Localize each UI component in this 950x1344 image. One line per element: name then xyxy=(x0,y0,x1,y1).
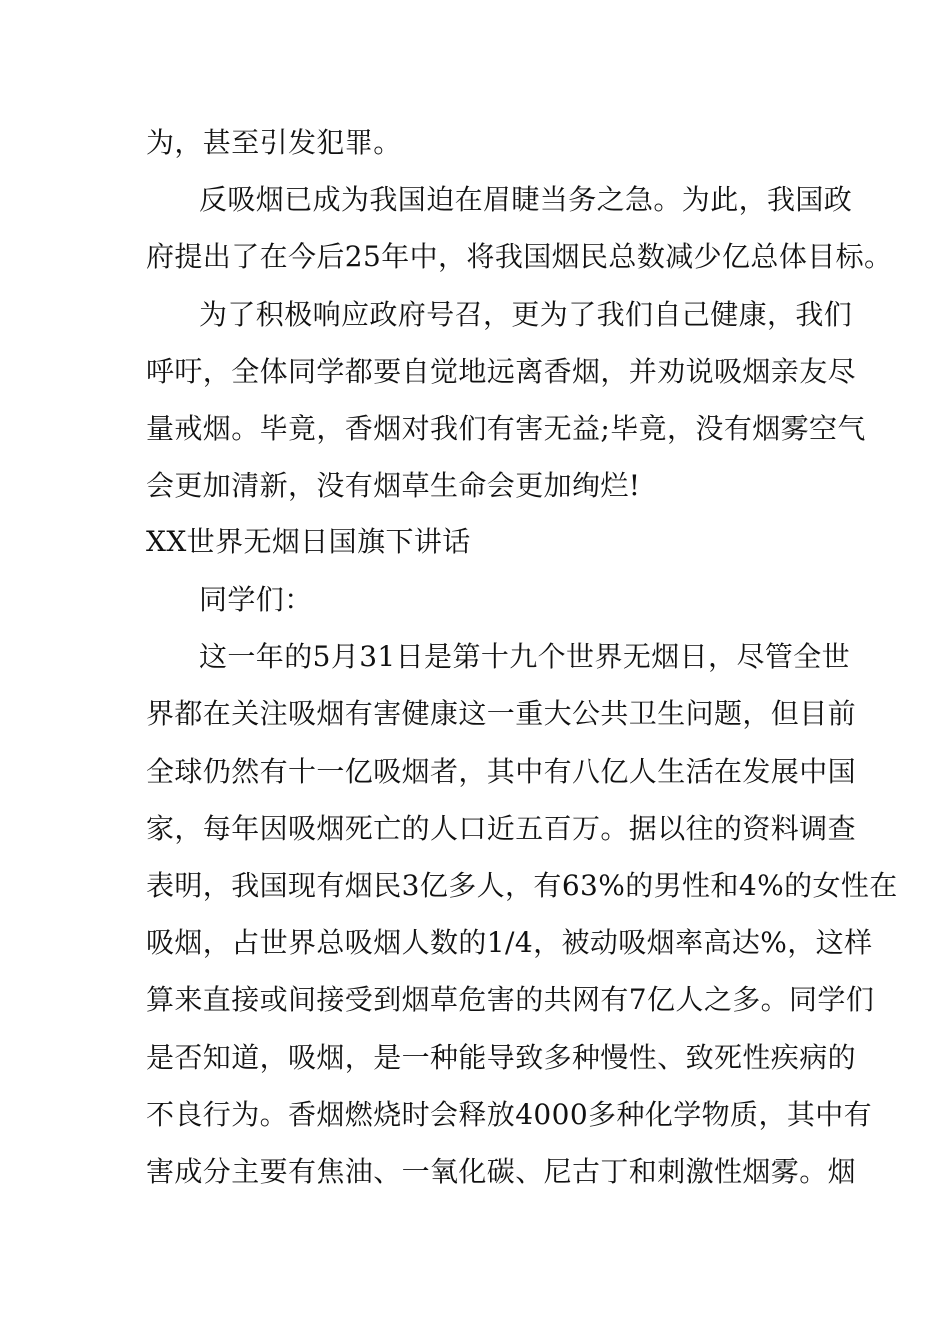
text-line: 不良行为。香烟燃烧时会释放4000多种化学物质，其中有 xyxy=(146,1098,873,1131)
text-line: 为，甚至引发犯罪。 xyxy=(146,126,402,159)
text-line: 府提出了在今后25年中，将我国烟民总数减少亿总体目标。 xyxy=(146,240,893,273)
text-line: 是否知道，吸烟，是一种能导致多种慢性、致死性疾病的 xyxy=(146,1041,857,1074)
text-line: 界都在关注吸烟有害健康这一重大公共卫生问题，但目前 xyxy=(146,697,857,730)
text-line: 会更加清新，没有烟草生命会更加绚烂! xyxy=(146,469,641,502)
text-line: 算来直接或间接受到烟草危害的共网有7亿人之多。同学们 xyxy=(146,983,875,1016)
text-line: 害成分主要有焦油、一氧化碳、尼古丁和刺激性烟雾。烟 xyxy=(146,1155,857,1188)
text-line: 家，每年因吸烟死亡的人口近五百万。据以往的资料调查 xyxy=(146,812,857,845)
text-line: 为了积极响应政府号召，更为了我们自己健康，我们 xyxy=(199,298,853,331)
salutation: 同学们： xyxy=(199,583,313,616)
text-line: 反吸烟已成为我国迫在眉睫当务之急。为此，我国政 xyxy=(199,183,853,216)
text-line: 全球仍然有十一亿吸烟者，其中有八亿人生活在发展中国 xyxy=(146,755,857,788)
text-line: 表明，我国现有烟民3亿多人，有63%的男性和4%的女性在 xyxy=(146,869,898,902)
text-line: 量戒烟。毕竟，香烟对我们有害无益;毕竟，没有烟雾空气 xyxy=(146,412,866,445)
text-line: 这一年的5月31日是第十九个世界无烟日，尽管全世 xyxy=(199,640,851,673)
section-heading: XX世界无烟日国旗下讲话 xyxy=(146,525,471,558)
text-line: 呼吁，全体同学都要自觉地远离香烟，并劝说吸烟亲友尽 xyxy=(146,355,857,388)
text-line: 吸烟，占世界总吸烟人数的1/4，被动吸烟率高达%，这样 xyxy=(146,926,873,959)
